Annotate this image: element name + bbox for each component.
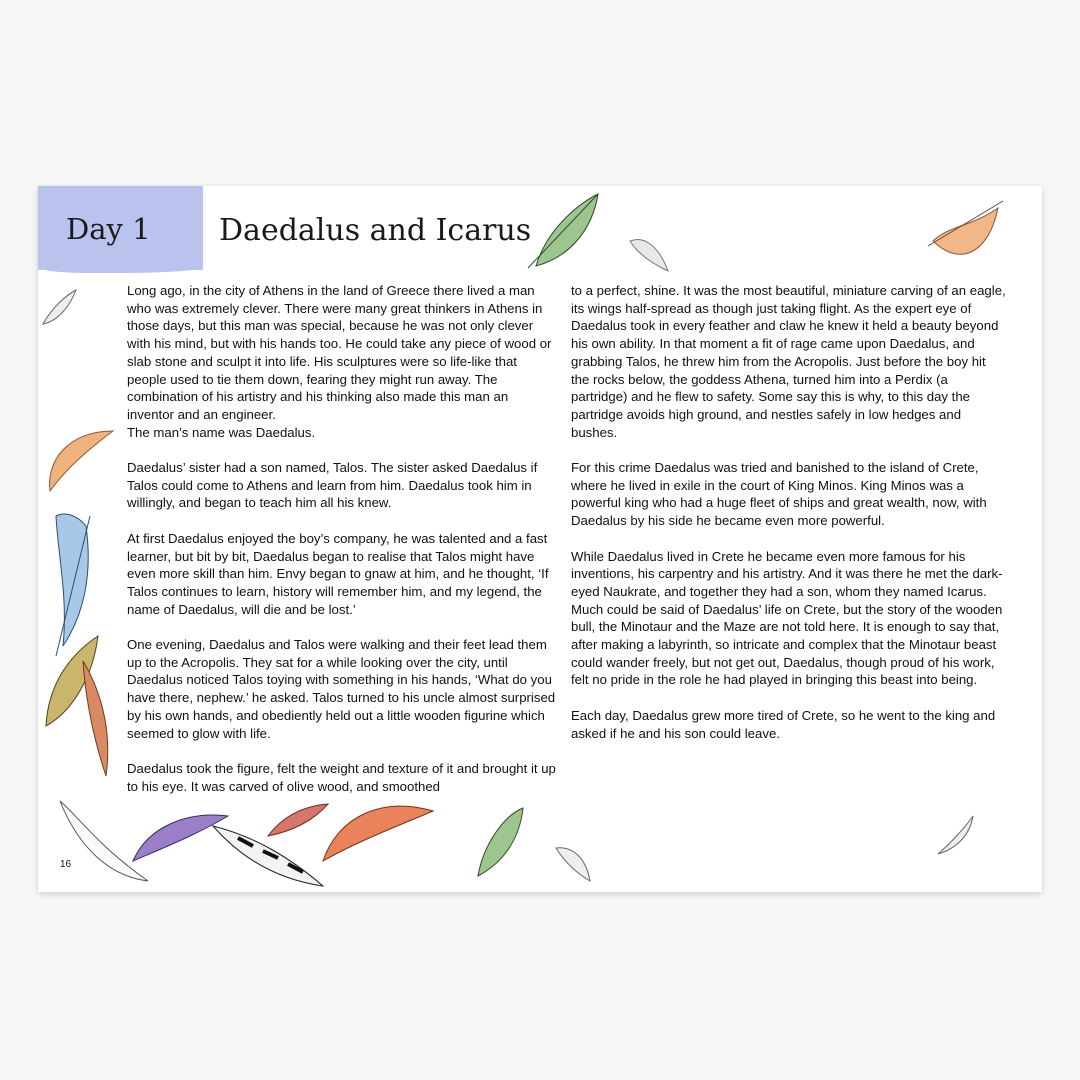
paragraph: Each day, Daedalus grew more tired of Crete, so he went to the king and asked if he and his son could leave. xyxy=(571,707,996,741)
purple-feather-icon xyxy=(133,815,228,861)
paragraph: to a perfect, shine. It was the most beautiful, miniature carving of an eagle, its wings half-spread as though just taking flight. As the expert eye of Daedalus took in every feather and claw he knew it held a beauty beyond his own ability. In that moment a fit of rage came upon Daedalus, and grabbing Talos, he threw him from the Acropolis. Just before the boy hit the rocks below, the goddess Athena, turned him into a Perdix (a partridge) and he flew to safety. Some say this is why, to this day the partridge avoids high ground, and nestles safely in low hedges and bushes. xyxy=(571,283,1006,440)
paragraph: Daedalus took the figure, felt the weight and texture of it and brought it up to his eye. It was carved of olive wood, and smoothed xyxy=(127,760,556,794)
paragraph: At first Daedalus enjoyed the boy’s company, he was talented and a fast learner, but bit by bit, Daedalus began to realise that Talos might have even more skill than him. Envy began to gnaw at him, and he thought, ‘If Talos continues to learn, history will remember him, and my legend, the name of Daedalus, will die and be lost.’ xyxy=(127,530,549,617)
paragraph: While Daedalus lived in Crete he became even more famous for his inventions, his carpentry and his artistry. And it was there he met the dark-eyed Naukrate, and together they had a son, whom they named Icarus. Much could be said of Daedalus’ life on Crete, but the story of the wooden bull, the Minotaur and the Maze are not told here. It is enough to say that, after making a labyrinth, so intricate and complex that the Minotaur beast could wander freely, but not get out, Daedalus, though proud of his work, felt no pride in the role he had played in bringing this beast into being. xyxy=(571,548,1003,688)
grey-feather-icon xyxy=(630,240,668,271)
black-white-feather-icon xyxy=(213,826,323,886)
striped-feather-icon xyxy=(46,636,108,776)
orange-feather-icon xyxy=(928,201,1003,254)
left-column xyxy=(127,282,557,813)
book-page xyxy=(38,186,1042,892)
paragraph: One evening, Daedalus and Talos were walking and their feet lead them up to the Acropolis. They sat for a while looking over the city, until Daedalus noticed Talos toying with something in his hands, ‘What do you have there, nephew.’ he asked. Talos turned to his uncle almost surprised by his own hands, and obediently held out a little wooden figurine which seemed to glow with life. xyxy=(127,637,556,741)
paragraph: Long ago, in the city of Athens in the land of Greece there lived a man who was extremely clever. There were many great thinkers in Athens in those days, but this man was special, because he was not only clever with his mind, but with his hands too. He could take any piece of wood or slab stone and sculpt it into life. His sculptures were so life-like that people used to tie them down, fearing they might run away. The combination of his artistry and his thinking also made this man an inventor and an engineer. The man’s name was Daedalus. xyxy=(127,283,552,440)
left-orange-feather-icon xyxy=(50,431,113,491)
bottom-grey-feather-icon xyxy=(556,848,590,881)
bottom-right-grey-feather-icon xyxy=(938,816,973,854)
day-label: Day 1 xyxy=(66,212,151,246)
bottom-green-feather-icon xyxy=(478,808,523,876)
small-grey-feather-icon xyxy=(43,290,76,324)
paragraph: Daedalus’ sister had a son named, Talos. The sister asked Daedalus if Talos could come to Athens and learn from him. Daedalus took him in willingly, and began to teach him all his knew. xyxy=(127,460,538,511)
paragraph: For this crime Daedalus was tried and banished to the island of Crete, where he lived in exile in the court of King Minos. King Minos was a powerful king who had a huge fleet of ships and great wealth, now, with Daedalus by his side he became even more powerful. xyxy=(571,460,987,529)
green-feather-icon xyxy=(528,194,598,268)
right-column xyxy=(571,282,1006,760)
blue-feather-icon xyxy=(56,514,90,656)
page-number: 16 xyxy=(60,859,72,870)
page-title: Daedalus and Icarus xyxy=(219,213,532,248)
